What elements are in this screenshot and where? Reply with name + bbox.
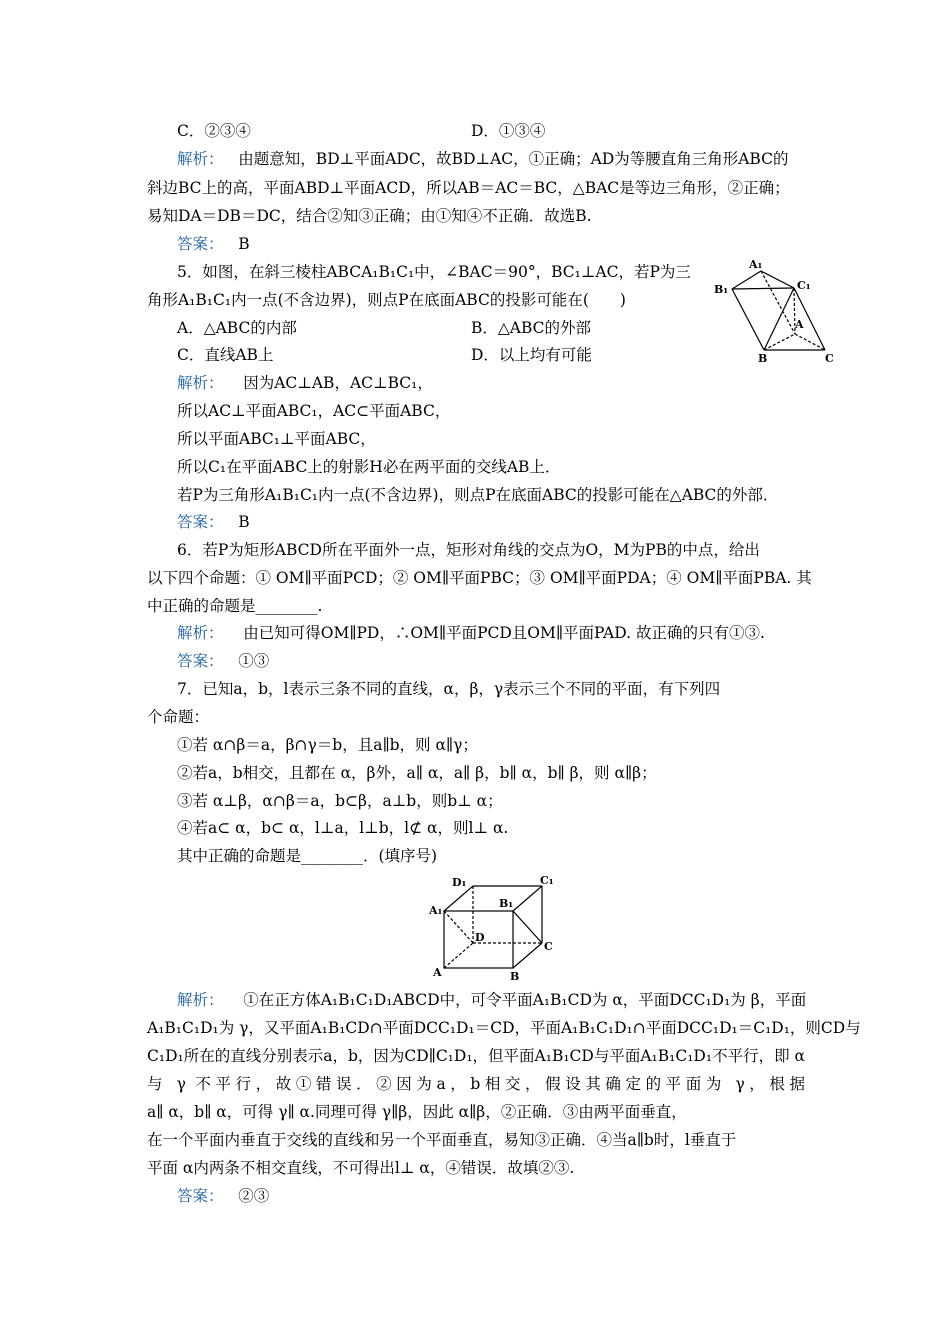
q7-stem-end: 其中正确的命题是________．(填序号) [177, 847, 438, 865]
label-d: D [475, 931, 485, 944]
q7-analysis-line-5: a∥ α，b∥ α，可得 γ∥ α.同理可得 γ∥β，因此 α∥β，②正确．③由两平面垂直， [147, 1103, 687, 1121]
label-c: C [825, 352, 834, 365]
q7-answer [177, 1185, 269, 1207]
answer-text: B [238, 513, 250, 531]
label-a: A [433, 966, 442, 979]
q7-analysis-line-2: A₁B₁C₁D₁为 γ，又平面A₁B₁CD∩平面DCC₁D₁＝CD，平面A₁B₁C₁D₁∩平面DCC₁D₁＝C₁D₁，则CD与 [147, 1019, 861, 1037]
q5-analysis-line-3: 所以平面ABC₁⊥平面ABC， [177, 430, 376, 448]
q4-answer [177, 233, 250, 255]
cube-figure [425, 872, 560, 984]
q6-stem-line-3: 中正确的命题是________. [147, 597, 323, 615]
label-c1: C₁ [540, 874, 554, 887]
q6-stem-line-2: 以下四个命题：① OM∥平面PCD；② OM∥平面PBC；③ OM∥平面PDA；④ OM∥平面PBA. 其 [147, 569, 812, 587]
label-a1: A₁ [429, 904, 443, 917]
answer-text: B [238, 235, 250, 253]
q4-option-d: D．①③④ [471, 122, 546, 140]
answer-label: 答案： [177, 235, 224, 253]
label-a1: A₁ [749, 258, 763, 271]
analysis-label: 解析： [177, 624, 224, 642]
label-b1: B₁ [714, 283, 729, 296]
answer-label: 答案： [177, 513, 224, 531]
analysis-text: 由题意知，BD⊥平面ADC，故BD⊥AC，①正确；AD为等腰直角三角形ABC的 [238, 150, 789, 168]
analysis-label: 解析： [177, 991, 224, 1009]
q7-proposition-2: ②若a，b相交，且都在 α，β外，a∥ α，a∥ β，b∥ α，b∥ β，则 α∥β； [177, 764, 657, 782]
label-d1: D₁ [452, 876, 467, 889]
q5-option-a: A．△ABC的内部 [177, 319, 297, 337]
analysis-text: ①在正方体A₁B₁C₁D₁ABCD中，可令平面A₁B₁CD为 α，平面DCC₁D₁为 β，平面 [243, 991, 807, 1009]
answer-text: ①③ [238, 652, 270, 670]
q5-analysis-line-1 [177, 372, 433, 394]
q4-analysis-line-2: 斜边BC上的高，平面ABD⊥平面ACD，所以AB＝AC＝BC，△BAC是等边三角形，②正确； [147, 179, 790, 197]
q7-proposition-1: ①若 α∩β＝a，β∩γ＝b，且a∥b，则 α∥γ； [177, 736, 478, 754]
q7-analysis-line-1 [177, 989, 806, 1011]
label-a: A [795, 318, 804, 331]
answer-text: ②③ [238, 1187, 270, 1205]
analysis-label: 解析： [177, 150, 224, 168]
analysis-text: 因为AC⊥AB，AC⊥BC₁， [243, 374, 433, 392]
q4-option-c: C．②③④ [177, 122, 251, 140]
q7-proposition-4: ④若a⊂ α，b⊂ α，l⊥a，l⊥b，l⊄ α，则l⊥ α. [177, 819, 509, 837]
q5-analysis-line-2: 所以AC⊥平面ABC₁，AC⊂平面ABC， [177, 402, 451, 420]
q5-option-c: C．直线AB上 [177, 346, 274, 364]
answer-label: 答案： [177, 652, 224, 670]
prism-figure [712, 256, 842, 368]
label-c1: C₁ [797, 279, 811, 292]
q4-analysis-line-3: 易知DA＝DB＝DC，结合②知③正确；由①知④不正确．故选B. [147, 207, 592, 225]
q5-stem-line-2: 角形A₁B₁C₁内一点(不含边界)，则点P在底面ABC的投影可能在( ) [147, 291, 626, 309]
q5-option-b: B．△ABC的外部 [471, 319, 592, 337]
q7-proposition-3: ③若 α⊥β，α∩β＝a，b⊂β，a⊥b，则b⊥ α； [177, 792, 503, 810]
q7-analysis-line-3: C₁D₁所在的直线分别表示a，b，因为CD∥C₁D₁，但平面A₁B₁CD与平面A₁B₁C₁D₁不平行，即 α [147, 1047, 805, 1065]
q5-option-d: D．以上均有可能 [471, 346, 592, 364]
q7-stem-line-2: 个命题： [147, 708, 210, 726]
label-b1: B₁ [499, 897, 514, 910]
q7-stem-line-1: 7．已知a，b，l表示三条不同的直线，α，β，γ表示三个不同的平面，有下列四 [177, 680, 721, 698]
analysis-label: 解析： [177, 374, 224, 392]
q6-stem-line-1: 6．若P为矩形ABCD所在平面外一点，矩形对角线的交点为O，M为PB的中点，给出 [177, 541, 760, 559]
q5-analysis-line-5: 若P为三角形A₁B₁C₁内一点(不含边界)，则点P在底面ABC的投影可能在△ABC的外部． [177, 486, 779, 504]
q5-stem-line-1: 5．如图，在斜三棱柱ABCA₁B₁C₁中，∠BAC＝90°，BC₁⊥AC，若P为三 [177, 263, 691, 281]
q7-analysis-line-6: 在一个平面内垂直于交线的直线和另一个平面垂直，易知③正确．④当a∥b时，l垂直于 [147, 1131, 737, 1149]
label-c: C [544, 940, 553, 953]
label-b: B [758, 352, 768, 365]
q7-analysis-line-4: 与 γ 不平行，故①错误．②因为a，b相交，假设其确定的平面为 γ，根据 [147, 1075, 805, 1093]
q7-analysis-line-7: 平面 α内两条不相交直线，不可得出l⊥ α，④错误．故填②③. [147, 1159, 575, 1177]
answer-label: 答案： [177, 1187, 224, 1205]
q5-analysis-line-4: 所以C₁在平面ABC上的射影H必在两平面的交线AB上． [177, 458, 561, 476]
q6-analysis-line-1 [177, 622, 765, 644]
q4-analysis-line-1 [177, 148, 788, 170]
q6-answer [177, 650, 269, 672]
q5-answer [177, 511, 250, 533]
label-b: B [510, 970, 520, 983]
analysis-text: 由已知可得OM∥PD，∴OM∥平面PCD且OM∥平面PAD. 故正确的只有①③. [243, 624, 765, 642]
